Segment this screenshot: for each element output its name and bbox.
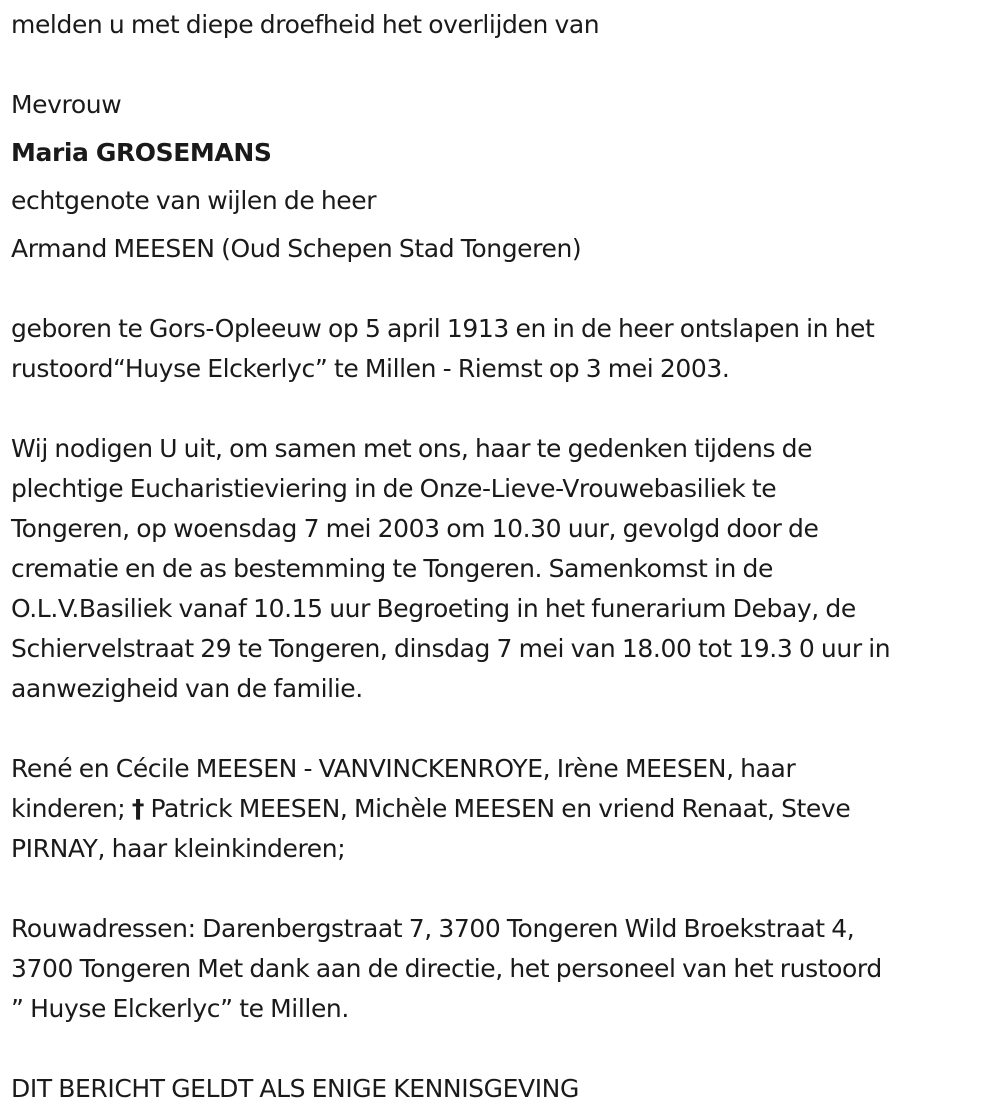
birth-death-line-2: rustoord“Huyse Elckerlyc” te Millen - Riemst op 3 mei 2003. [11,354,730,383]
service-line-4: crematie en de as bestemming te Tongeren. Samenkomst in de [11,554,773,583]
service-line-1: Wij nodigen U uit, om samen met ons, haar te gedenken tijdens de [11,434,813,463]
address-line-2: 3700 Tongeren Met dank aan de directie, het personeel van het rustoord [11,954,882,983]
service-line-2: plechtige Eucharistieviering in de Onze-Lieve-Vrouwebasiliek te [11,474,777,503]
service-line-7: aanwezigheid van de familie. [11,674,363,703]
family-line-3: PIRNAY, haar kleinkinderen; [11,834,346,863]
family-line-2-start: kinderen; [11,794,132,823]
address-line-1: Rouwadressen: Darenbergstraat 7, 3700 Tongeren Wild Broekstraat 4, [11,914,855,943]
family-line-2-end: Patrick MEESEN, Michèle MEESEN en vriend Renaat, Steve [143,794,851,823]
birth-death-line-1: geboren te Gors-Opleeuw op 5 april 1913 en in de heer ontslapen in het [11,314,875,343]
deceased-title: Mevrouw [11,90,122,119]
cross-icon: † [131,794,144,823]
deceased-name: Maria GROSEMANS [11,138,272,167]
deceased-relation: echtgenote van wijlen de heer [11,186,377,215]
family-line-1: René en Cécile MEESEN - VANVINCKENROYE, Irène MEESEN, haar [11,754,796,783]
notice-text: DIT BERICHT GELDT ALS ENIGE KENNISGEVING [11,1074,579,1103]
spouse-name: Armand MEESEN (Oud Schepen Stad Tongeren) [11,234,582,263]
service-line-5: O.L.V.Basiliek vanaf 10.15 uur Begroeting in het funerarium Debay, de [11,594,856,623]
address-line-3: ” Huyse Elckerlyc” te Millen. [11,994,349,1023]
family-line-2 [11,789,850,829]
service-line-6: Schiervelstraat 29 te Tongeren, dinsdag 7 mei van 18.00 tot 19.3 0 uur in [11,634,891,663]
service-line-3: Tongeren, op woensdag 7 mei 2003 om 10.30 uur, gevolgd door de [11,514,819,543]
intro-text: melden u met diepe droefheid het overlijden van [11,10,600,39]
